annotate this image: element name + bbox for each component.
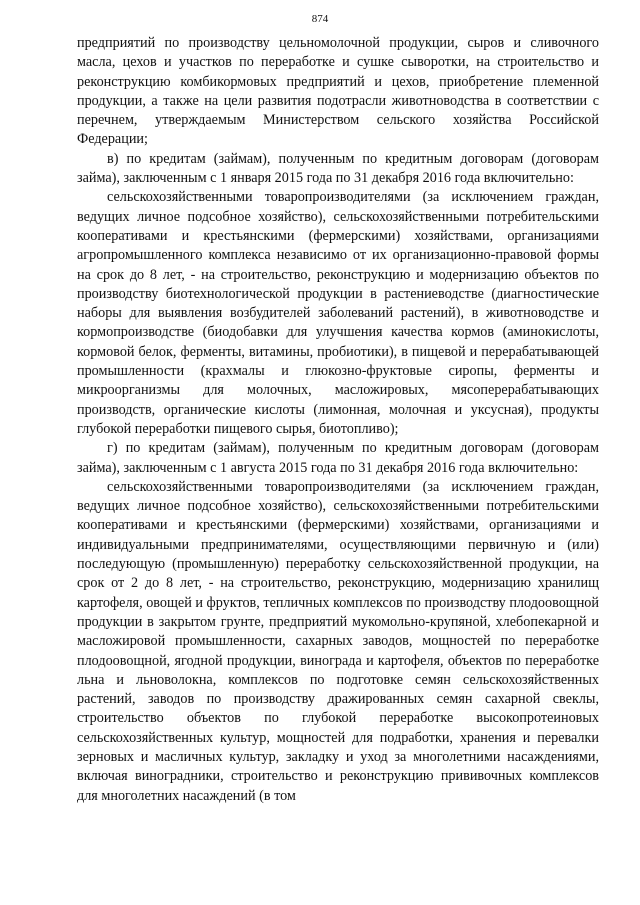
paragraph-continuation: предприятий по производству цельномолочной продукции, сыров и сливочного масла, цехов и участков по переработке и сушке сыворотки, на строительство и реконструкцию комбикормовых предприятий и цехов, приобретение племенной продукции, а также на цели развития подотрасли животноводства в соответствии с перечнем, утверждаемым Министерством сельского хозяйства Российской Федерации; (77, 35, 599, 148)
document-body (77, 34, 599, 806)
paragraph-item-v-details: сельскохозяйственными товаропроизводителями (за исключением граждан, ведущих личное подсобное хозяйство), сельскохозяйственными потребительскими кооперативами и крестьянскими (фермерскими) хозяйствами, организациями агропромышленного комплекса независимо от их организационно-правовой формы на срок до 8 лет, - на строительство, реконструкцию и модернизацию объектов по производству биотехнологической продукции в растениеводстве (диагностические наборы для выявления возбудителей заболеваний растений), в животноводстве и кормопроизводстве (биодобавки для улучшения качества кормов (аминокислоты, кормовой белок, ферменты, витамины, пробиотики), в пищевой и перерабатывающей промышленности (крахмалы и глюкозно-фруктовые сиропы, ферменты и микроорганизмы для молочных, масложировых, мясоперерабатывающих производств, органические кислоты (лимонная, молочная и уксусная), продукты глубокой переработки пищевого сырья, биотопливо); (77, 189, 599, 437)
paragraph-item-g: г) по кредитам (займам), полученным по кредитным договорам (договорам займа), заключенным с 1 августа 2015 года по 31 декабря 2016 года включительно: (77, 440, 599, 476)
page-number: 874 (311, 13, 329, 25)
paragraph-item-v: в) по кредитам (займам), полученным по кредитным договорам (договорам займа), заключенным с 1 января 2015 года по 31 декабря 2016 года включительно: (77, 150, 599, 187)
paragraph-item-g-details: сельскохозяйственными товаропроизводителями (за исключением граждан, ведущих личное подсобное хозяйство), сельскохозяйственными потребительскими кооперативами и крестьянскими (фермерскими) хозяйствами, организациями и индивидуальными предпринимателями, осуществляющими первичную и (или) последующую (промышленную) переработку сельскохозяйственной продукции, на срок от 2 до 8 лет, - на строительство, реконструкцию, модернизацию хранилищ картофеля, овощей и фруктов, тепличных комплексов по производству плодоовощной продукции в закрытом грунте, предприятий мукомольно-крупяной, хлебопекарной и масложировой промышленности, сахарных заводов, мощностей по переработке плодоовощной, ягодной продукции, винограда и картофеля, объектов по переработке льна и льноволокна, комплексов по подготовке семян сельскохозяйственных растений, заводов по производству дражированных семян сахарной свеклы, строительство объектов по глубокой переработке высокопротеиновых сельскохозяйственных культур, мощностей для подработки, хранения и перевалки зерновых и масличных культур, закладку и уход за многолетними насаждениями, включая виноградники, строительство и реконструкцию прививочных комплексов для многолетних насаждений (в том (77, 478, 599, 804)
